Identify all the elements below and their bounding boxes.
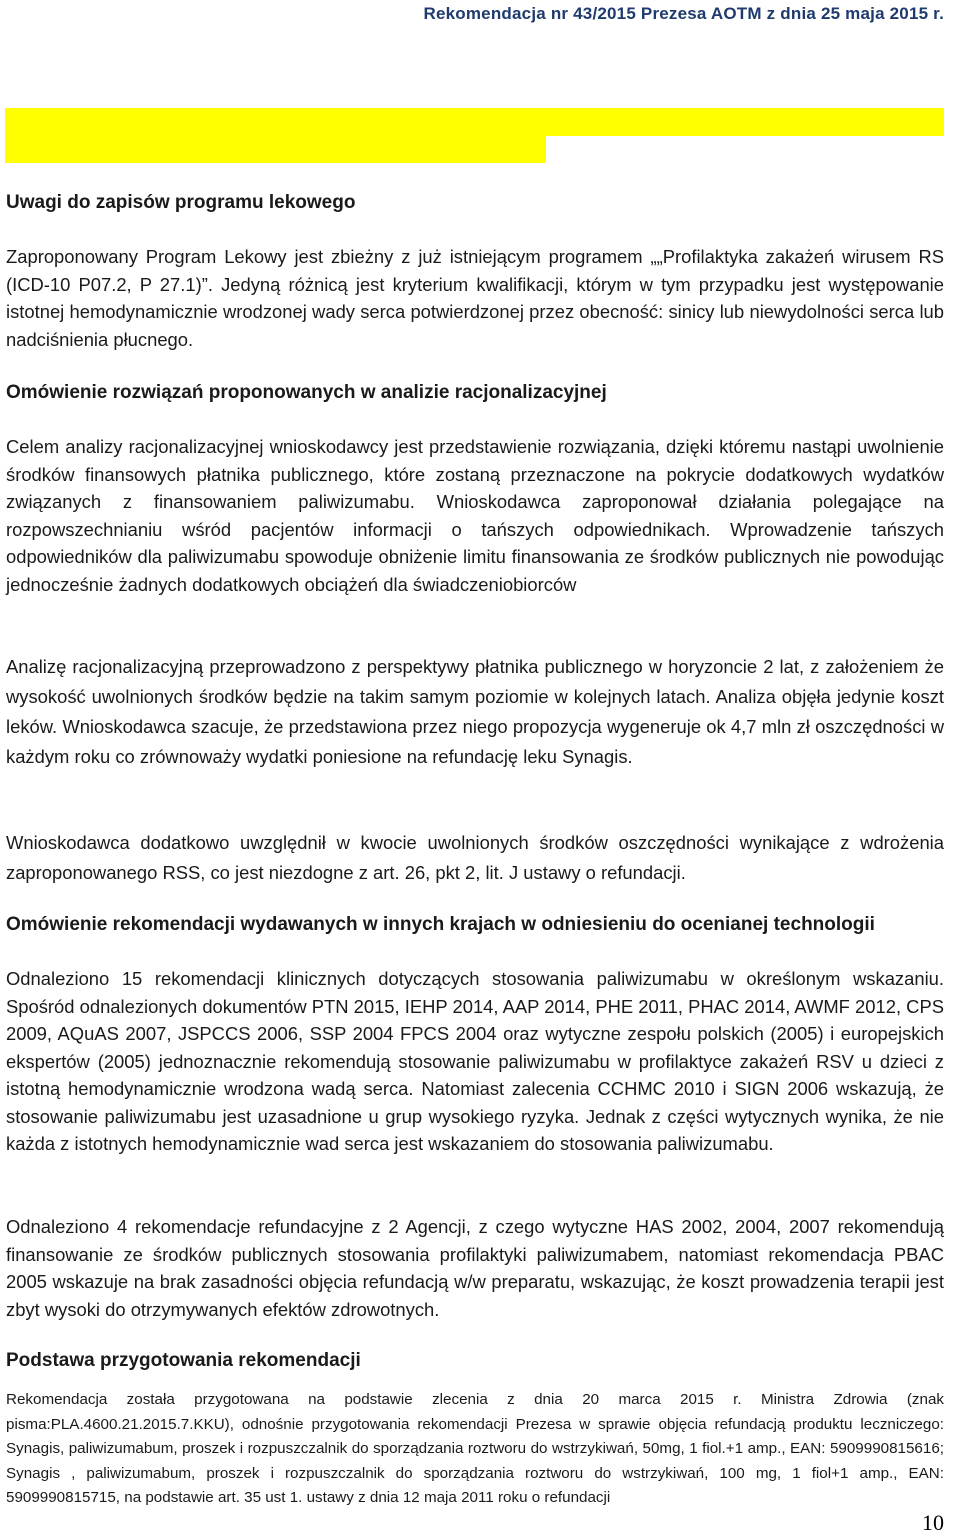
- paragraph-rationalization-1: Celem analizy racjonalizacyjnej wnioskodawcy jest przedstawienie rozwiązania, dzięki któremu nastąpi uwolnienie środków finansowych płatnika publicznego, które zostaną przeznaczone na pokrycie dodatkowych wydatków związanych z finansowaniem paliwizumabu. Wnioskodawca zaproponował działania polegające na rozpowszechnianiu wśród pacjentów informacji o tańszych odpowiednikach. Wprowadzenie tańszych odpowiedników dla paliwizumabu spowoduje obniżenie limitu finansowania ze środków publicznych nie powodując jednocześnie żadnych dodatkowych obciążeń dla świadczeniobiorców: [6, 436, 944, 595]
- section-title-rationalization: Omówienie rozwiązań proponowanych w analizie racjonalizacyjnej: [6, 382, 607, 403]
- paragraph-program-notes: Zaproponowany Program Lekowy jest zbieżny z już istniejącym programem „„Profilaktyka zakażeń wirusem RS (ICD-10 P07.2, P 27.1)”. Jedyną różnicą jest kryterium kwalifikacji, którym w tym przypadku jest występowanie istotnej hemodynamicznie wrodzonej wady serca potwierdzonej przez obecność: sinicy lub niewydolności serca lub nadciśnienia płucnego.: [6, 246, 944, 350]
- paragraph-rationalization-3: Wnioskodawca dodatkowo uwzględnił w kwocie uwolnionych środków oszczędności wynikające z wdrożenia zaproponowanego RSS, co jest niezdogne z art. 26, pkt 2, lit. J ustawy o refundacji.: [6, 832, 944, 883]
- paragraph-rationalization-2: Analizę racjonalizacyjną przeprowadzono z perspektywy płatnika publicznego w horyzoncie 2 lat, z założeniem że wysokość uwolnionych środków będzie na takim samym poziomie w kolejnych latach. Analiza objęła jedynie koszt leków. Wnioskodawca szacuje, że przedstawiona przez niego propozycja wygeneruje ok 4,7 mln zł oszczędności w każdym roku co zrównoważy wydatki poniesione na refundację leku Synagis.: [6, 656, 944, 767]
- paragraph-basis: Rekomendacja została przygotowana na podstawie zlecenia z dnia 20 marca 2015 r. Ministra Zdrowia (znak pisma:PLA.4600.21.2015.7.KKU), odnośnie przygotowania rekomendacji Prezesa w sprawie objęcia refundacją produktu leczniczego: Synagis, paliwizumabum, proszek i rozpuszczalnik do sporządzania roztworu do wstrzykiwań, 50mg, 1 fiol.+1 amp., EAN: 5909990815616; Synagis , paliwizumabum, proszek i rozpuszczalnik do sporządzania roztworu do wstrzykiwań, 100 mg, 1 fiol+1 amp., EAN: 5909990815715, na podstawie art. 35 ust 1. ustawy z dnia 12 maja 2011 roku o refundacji: [6, 1391, 944, 1507]
- redacted-highlight-top: [5, 108, 944, 136]
- page-number: 10: [922, 1510, 944, 1535]
- section-title-basis: Podstawa przygotowania rekomendacji: [6, 1350, 361, 1371]
- section-title-program-notes: Uwagi do zapisów programu lekowego: [6, 192, 356, 213]
- running-header: Rekomendacja nr 43/2015 Prezesa AOTM z dnia 25 maja 2015 r.: [423, 4, 944, 23]
- paragraph-other-countries-2: Odnaleziono 4 rekomendacje refundacyjne z 2 Agencji, z czego wytyczne HAS 2002, 2004, 2007 rekomendują finansowanie ze środków publicznych stosowania profilaktyki paliwizumabem, natomiast rekomendacja PBAC 2005 wskazuje na brak zasadności objęcia refundacją w/w preparatu, wskazując, że koszt prowadzenia terapii jest zbyt wysoki do otrzymywanych efektów zdrowotnych.: [6, 1216, 944, 1320]
- paragraph-other-countries-1: Odnaleziono 15 rekomendacji klinicznych dotyczących stosowania paliwizumabu w określonym wskazaniu. Spośród odnalezionych dokumentów PTN 2015, IEHP 2014, AAP 2014, PHE 2011, PHAC 2014, AWMF 2012, CPS 2009, AQuAS 2007, JSPCCS 2006, SSP 2004 FPCS 2004 oraz wytyczne zespołu polskich (2005) i europejskich ekspertów (2005) jednoznacznie rekomendują stosowanie paliwizumabu w profilaktyce zakażeń RSV u dzieci z istotną hemodynamicznie wrodzona wadą serca. Natomiast zalecenia CCHMC 2010 i SIGN 2006 wskazują, że stosowanie paliwizumabu jest uzasadnione u grup wysokiego ryzyka. Jednak z części wytycznych wynika, że nie każda z istotnych hemodynamicznie wad serca jest wskazaniem do stosowania paliwizumabu.: [6, 968, 944, 1154]
- section-title-other-countries: Omówienie rekomendacji wydawanych w innych krajach w odniesieniu do ocenianej technologii: [6, 914, 875, 935]
- redacted-highlight-bottom: [5, 136, 546, 163]
